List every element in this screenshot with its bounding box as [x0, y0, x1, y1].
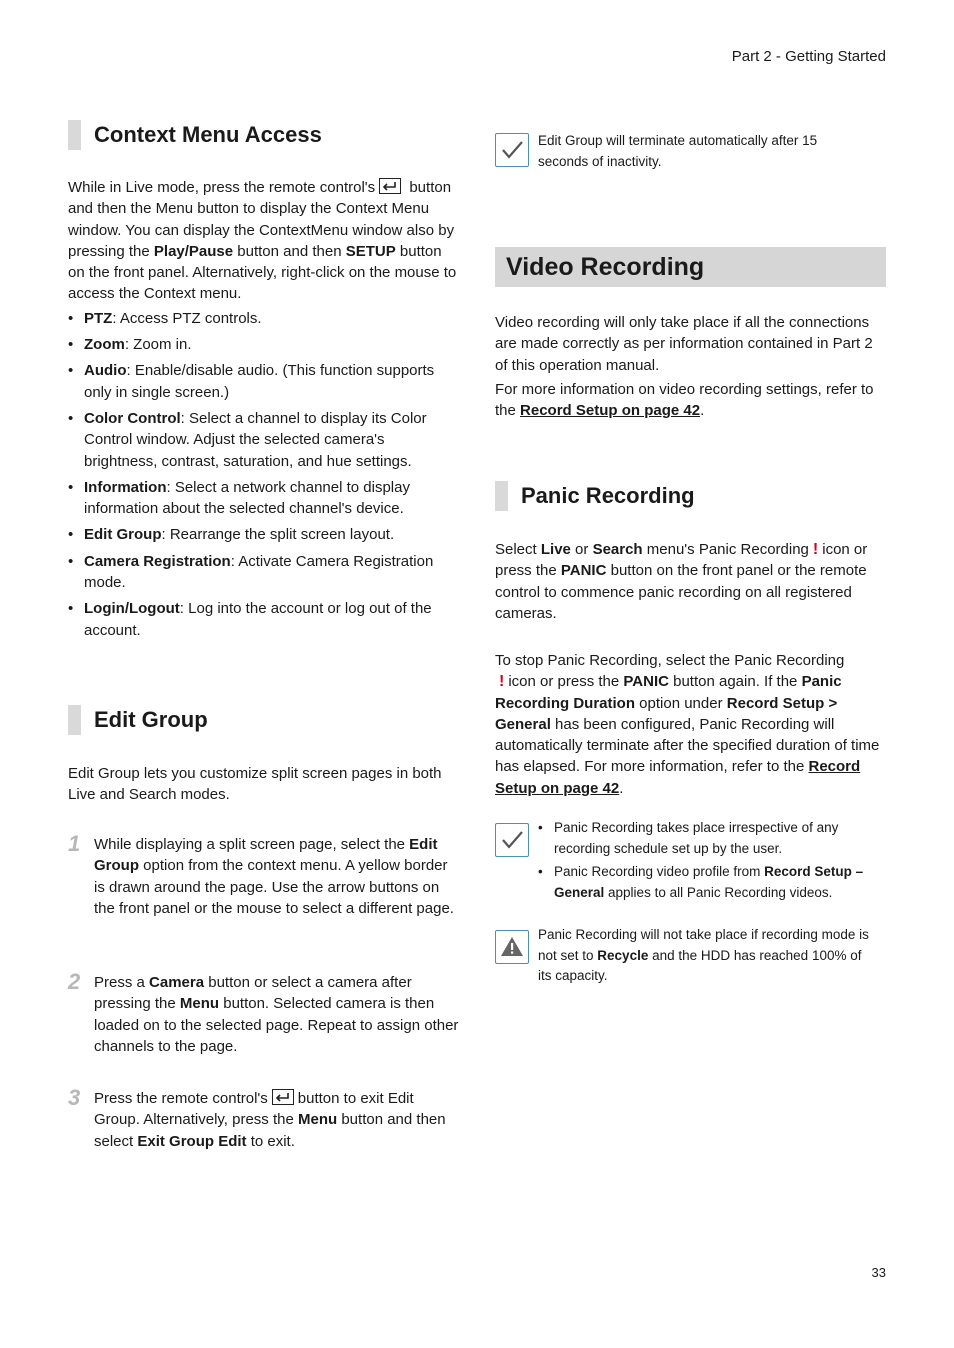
step-3: 3 Press the remote control's button to exit Edit Group. Alternatively, press the Menu button and then select Exit Group Edit to exit. [68, 1085, 446, 1150]
context-menu-body [68, 177, 460, 646]
step-number: 1 [68, 831, 81, 856]
enter-key-icon [379, 178, 401, 194]
page-header: Part 2 - Getting Started [731, 48, 886, 65]
context-menu-list [68, 308, 460, 641]
record-setup-link[interactable]: Record Setup on page 42 [495, 758, 861, 797]
panic-icon: ! [812, 541, 819, 558]
check-icon [495, 133, 529, 167]
context-menu-intro: While in Live mode, press the remote control's button and then the Menu button to display the Context Menu window. You can display the ContextMenu window also by pressing the Play/Pause button and then SETUP button on the front panel. Alternatively, right-click on the mouse to access the Context menu. [68, 179, 457, 303]
step-number: 3 [68, 1085, 81, 1110]
warning-icon [495, 930, 529, 964]
list-item: • PTZ: Access PTZ controls. [68, 308, 460, 329]
heading-bar [68, 120, 81, 150]
panic-icon: ! [499, 673, 505, 691]
step-2: 2 Press a Camera button or select a camera after pressing the Menu button. Selected camera is then loaded on to the selected page. Repeat to assign other channels to the page. [68, 969, 459, 1055]
section-heading-edit-group: Edit Group [68, 705, 208, 735]
list-item: • Panic Recording video profile from Record Setup – General applies to all Panic Recording videos. [538, 862, 872, 903]
enter-key-icon [272, 1089, 294, 1105]
edit-group-intro: Edit Group lets you customize split screen pages in both Live and Search modes. [68, 765, 442, 804]
section-heading-context-menu: Context Menu Access [68, 120, 322, 150]
edit-group-note: Edit Group will terminate automatically after 15 seconds of inactivity. [538, 133, 818, 169]
list-item: • Zoom: Zoom in. [68, 334, 460, 355]
list-item: • Camera Registration: Activate Camera Registration mode. [68, 551, 460, 594]
panic-note [538, 818, 872, 906]
list-item: • Edit Group: Rearrange the split screen layout. [68, 524, 460, 545]
section-heading-video-recording: Video Recording [495, 247, 886, 287]
record-setup-link[interactable]: Record Setup on page 42 [520, 402, 701, 420]
video-recording-body: Video recording will only take place if all the connections are made correctly as per information contained in Part 2 of this operation manual. For more information on video recording settings, refer to the Record Setup on page 42. [495, 314, 874, 420]
section-heading-panic-recording: Panic Recording [495, 481, 695, 511]
panic-warning: Panic Recording will not take place if recording mode is not set to Recycle and the HDD has reached 100% of its capacity. [538, 927, 869, 983]
list-item: • Audio: Enable/disable audio. (This function supports only in single screen.) [68, 360, 460, 403]
step-number: 2 [68, 969, 81, 994]
list-item: • Color Control: Select a channel to display its Color Control window. Adjust the selected camera's brightness, contrast, saturation, and hue settings. [68, 408, 460, 472]
panic-recording-p1: Select Live or Search menu's Panic Recording ! icon or press the PANIC button on the front panel or the remote control to commence panic recording on all registered cameras. [495, 541, 868, 622]
list-item: • Information: Select a network channel to display information about the selected channel's device. [68, 477, 460, 520]
heading-bar [495, 481, 508, 511]
check-icon [495, 823, 529, 857]
page-number: 33 [871, 1265, 886, 1280]
list-item: • Panic Recording takes place irrespective of any recording schedule set up by the user. [538, 818, 872, 859]
heading-bar [68, 705, 81, 735]
list-item: • Login/Logout: Log into the account or log out of the account. [68, 598, 460, 641]
panic-recording-p2: To stop Panic Recording, select the Panic Recording ! icon or press the PANIC button again. If the Panic Recording Duration option under Record Setup > General has been configured, Panic Recording will automatically terminate after the specified duration of time has elapsed. For more information, refer to the Record Setup on page 42. [495, 652, 880, 797]
step-1: 1 While displaying a split screen page, select the Edit Group option from the context menu. A yellow border is drawn around the page. Use the arrow buttons on the front panel or the mouse to select a different page. [68, 831, 454, 917]
